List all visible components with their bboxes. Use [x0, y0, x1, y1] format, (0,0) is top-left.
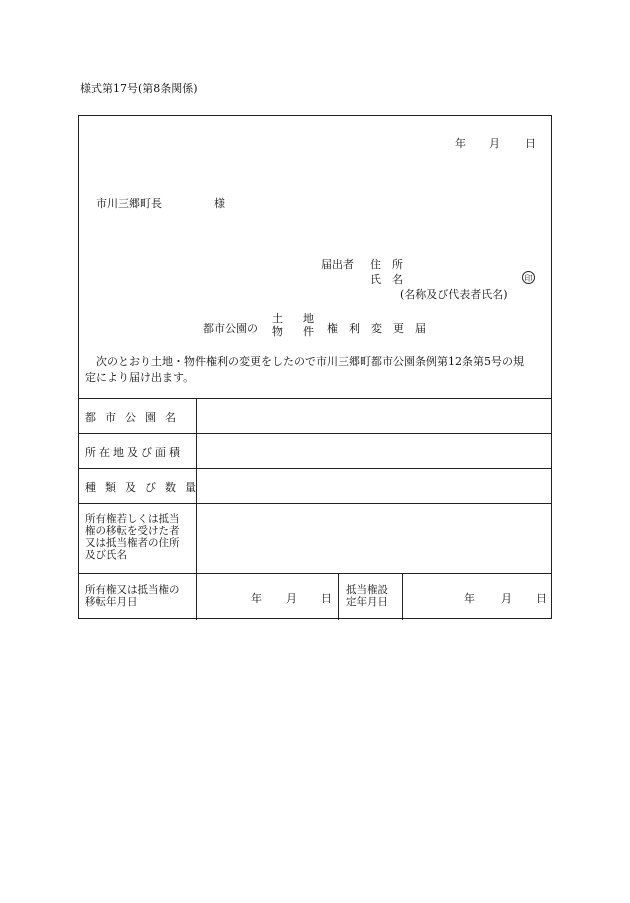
- title-prefix: 都市公園の: [203, 322, 258, 335]
- title-suffix: 権 利 変 更 届: [327, 322, 426, 335]
- title-stack-top-1: 土: [272, 312, 283, 325]
- row-label-transferee-line-2: 権の移転を受けた者: [85, 525, 180, 537]
- body-line-2: 定により届け出ます。: [85, 371, 195, 384]
- title-stack-bottom-1: 物: [272, 325, 283, 338]
- mortgage-date-month: 月: [501, 592, 512, 605]
- mortgage-date-label-line-2: 定年月日: [346, 596, 388, 608]
- form-number: 様式第17号(第8条関係): [80, 82, 198, 95]
- addressee-honorific: 様: [214, 197, 225, 210]
- date-month-label: 月: [489, 137, 500, 150]
- notification-form: [78, 115, 552, 619]
- row-label-transfer-date-line-1: 所有権又は抵当権の: [85, 584, 180, 596]
- addressee-name: 市川三郷町長: [96, 197, 162, 210]
- row-label-transfer-date-line-2: 移転年月日: [85, 596, 138, 608]
- row-label-transferee: [85, 513, 180, 561]
- row-label-type-quantity: 種類及び数量: [85, 481, 205, 494]
- row-label-transferee-line-1: 所有権若しくは抵当: [85, 513, 180, 525]
- transfer-date-year: 年: [251, 592, 262, 605]
- mortgage-date-day: 日: [536, 592, 547, 605]
- row-label-transfer-date: [85, 584, 180, 608]
- row-label-transferee-line-4: 及び氏名: [85, 549, 127, 561]
- row-label-transferee-line-3: 又は抵当権者の住所: [85, 537, 180, 549]
- title-stack-top-2: 地: [303, 312, 314, 325]
- applicant-note: (名称及び代表者氏名): [400, 288, 508, 301]
- transfer-date-month: 月: [286, 592, 297, 605]
- title-stack-right: [303, 312, 314, 338]
- date-year-label: 年: [455, 137, 466, 150]
- row-label-location-area: 所在地及び面積: [85, 446, 183, 459]
- seal-mark-icon: 印: [522, 271, 535, 284]
- date-day-label: 日: [525, 137, 536, 150]
- row-label-park-name: 都市公園名: [85, 411, 185, 424]
- applicant-address-label: 住 所: [370, 258, 403, 271]
- mortgage-date-year: 年: [464, 592, 475, 605]
- mortgage-date-label: [346, 584, 388, 608]
- body-line-1: 次のとおり土地・物件権利の変更をしたので市川三郷町都市公園条例第12条第5号の規: [96, 355, 524, 368]
- applicant-name-label: 氏 名: [370, 273, 403, 286]
- title-stack-left: [272, 312, 283, 338]
- transfer-date-day: 日: [321, 592, 332, 605]
- mortgage-date-label-line-1: 抵当権設: [346, 584, 388, 596]
- title-stack-bottom-2: 件: [303, 325, 314, 338]
- applicant-prefix: 届出者: [321, 258, 354, 271]
